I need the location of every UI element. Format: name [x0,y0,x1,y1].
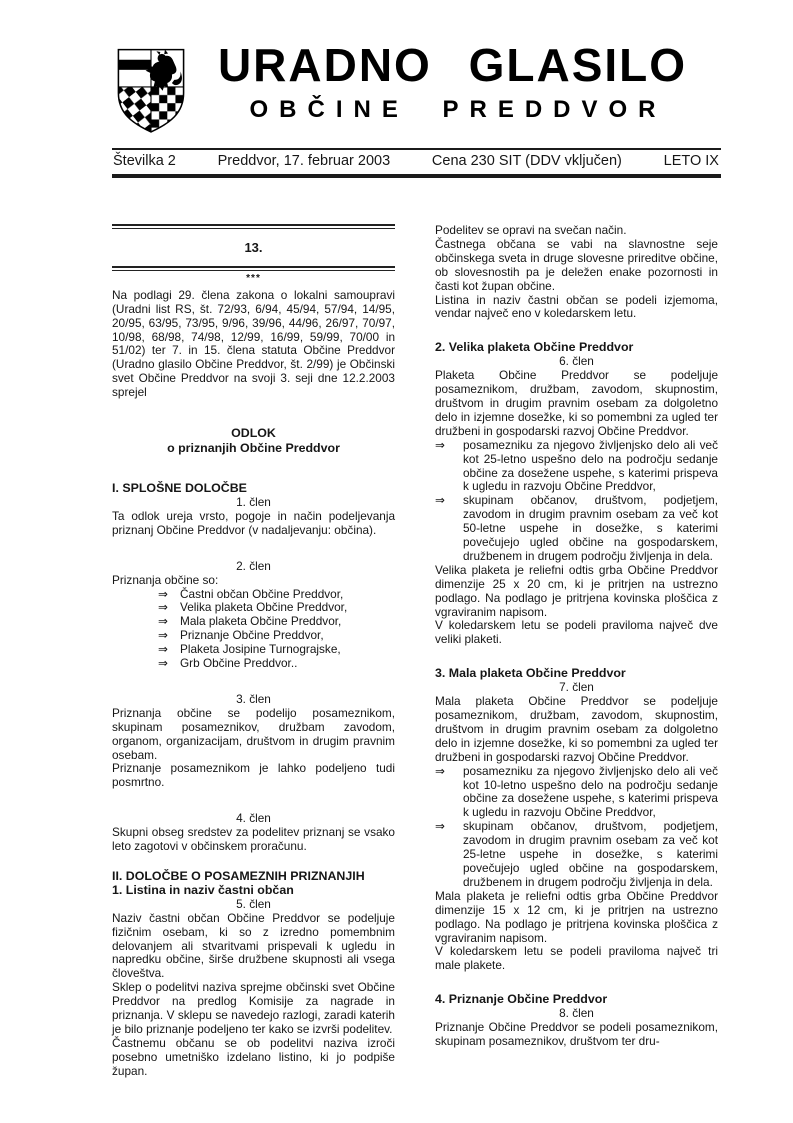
article-number-heading: 7. člen [559,680,594,695]
arrow-bullet-icon: ⇒ [435,493,445,508]
spacer [435,973,718,993]
list-item-text: skupinam občanov, društvom, podjetjem, zavodom in drugim pravnim osebam za več kot 50-letne uspehe in dosežke, s katerimi povečujejo ugled občine na gospodarskem, družbenem in drugem področju življenja in dela. [463,493,718,563]
paragraph: Podelitev se opravi na svečan način. [435,223,627,237]
arrow-bullet-icon: ⇒ [435,437,445,452]
spacer [435,647,718,667]
gazette-subtitle: OBČINE PREDDVOR [249,95,667,123]
left-column [112,224,395,1079]
paragraph: Priznanje Občine Preddvor se podeli posameznikom, skupinam posameznikov, društvom ter dru- [435,1020,718,1048]
list-item [158,629,395,643]
list-item-text: Grb Občine Preddvor.. [180,656,298,671]
item-number: 13. [244,240,263,255]
spacer [112,538,395,560]
article-number-heading: 3. člen [236,691,271,706]
paragraph: Sklep o podelitvi naziva sprejme občinski svet Občine Preddvor na predlog Komisije za nagrade in priznanja. V sklepu se navedejo razlogi, zaradi katerih je bilo priznanje podeljeno ter kako se izvrši podelitev. [112,980,395,1036]
list-item [158,643,395,657]
list-item-text: Plaketa Josipine Turnograjske, [180,642,341,657]
paragraph: Mala plaketa Občine Preddvor se podeljuje posameznikom, družbam, zavodom, skupnostim, društvom in drugim pravnim osebam za dolgoletno delo in izjemne dosežke, ki so pomembni za ugled ter družbeni in gospodarski razvoj Občine Preddvor. [435,694,718,764]
paragraph: Priznanja občine se podelijo posameznikom, skupinam posameznikov, družbam zavodom, organom, organizacijam, društvom in drugim pravnim osebam. [112,705,395,762]
spacer [112,400,395,426]
list-item [435,494,718,564]
section-heading: 1. Listina in naziv častni občan [112,882,294,897]
arrow-bullet-icon: ⇒ [158,628,168,643]
article-number-heading: 5. člen [236,896,271,911]
paragraph: Skupni obseg sredstev za podelitev priznanj se vsako leto zagotovi v občinskem proračunu. [112,825,395,854]
arrow-bullet-icon: ⇒ [158,642,168,657]
list-item [435,439,718,495]
paragraph: Na podlagi 29. člena zakona o lokalni samoupravi (Uradni list RS, št. 72/93, 6/94, 45/94, 57/94, 14/95, 20/95, 63/95, 73/95, 9/96, 39/96, 44/96, 26/97, 70/97, 10/98, 68/98, 74/98, 12/99, 16/99, 59/99, 70/00 in 51/02) ter 7. in 15. člena statuta Občine Preddvor (Uradno glasilo Občine Preddvor, št. 2/99) je Občinski svet Občine Preddvor na svoji 3. seji dne 12.2.2003 sprejel [112,287,395,400]
issue-meta-bar [112,148,721,178]
list-item-text: Velika plaketa Občine Preddvor, [180,600,348,615]
list-item-text: posamezniku za njegovo življenjsko delo ali več kot 25-letno uspešno delo na področju sedanje občine za dosežene uspehe, s katerimi prispeva k ugledu in razvoju Občine Preddvor, [463,437,718,494]
list-item [158,601,395,615]
list-item-text: Mala plaketa Občine Preddvor, [180,614,342,629]
list-item [435,820,718,890]
paragraph: Plaketa Občine Preddvor se podeljuje posameznikom, družbam, zavodom, skupnostim, društvom in drugim pravnim osebam za dolgoletno delo in izjemne dosežke, ki so pomembni za ugled ter družbeni in gospodarski razvoj Občine Preddvor. [435,368,718,438]
spacer [112,456,395,482]
section-heading: 3. Mala plaketa Občine Preddvor [435,666,626,681]
arrow-bullet-icon: ⇒ [435,763,445,778]
article-number-heading: 8. člen [559,1006,594,1021]
paragraph: Priznanje posameznikom je lahko podeljeno tudi posmrtno. [112,761,395,790]
list-item [435,765,718,821]
paragraph: Častnega občana se vabi na slavnostne seje občinskega sveta in druge slovesne prireditve občine, ob slovesnostih pa je deležen enake pozornosti in časti kot župan občine. [435,236,718,293]
spacer [112,790,395,812]
article-number-heading: 1. člen [236,494,271,509]
arrow-bullet-icon: ⇒ [158,614,168,629]
paragraph: Častnemu občanu se ob podelitvi naziva izroči posebno umetniško izdelano listino, ki jo podpiše župan. [112,1035,395,1078]
document-body [112,224,721,1079]
paragraph: Velika plaketa je reliefni odtis grba Občine Preddvor dimenzije 25 x 20 cm, ki je pritrjen na ustrezno podlago. Na podlago je pritrjena kovinska ploščica z vgraviranim napisom. [435,562,718,619]
preddvor-coat-of-arms-icon [112,45,190,135]
arrow-bullet-icon: ⇒ [158,656,168,671]
issue-number: Številka 2 [113,153,176,169]
paragraph: V koledarskem letu se podeli praviloma največ dve veliki plaketi. [435,618,718,647]
article-number-heading: 2. člen [236,558,271,573]
arrow-bullet-icon: ⇒ [435,819,445,834]
place-and-date: Preddvor, 17. februar 2003 [217,153,391,169]
arrow-bullet-icon: ⇒ [158,586,168,601]
masthead [112,39,721,135]
document-title [112,426,395,456]
list-item-text: skupinam občanov, društvom, podjetjem, zavodom in drugim pravnim osebam za več kot 25-letne uspehe in dosežke, s katerimi povečujejo ugled občine na gospodarskem, družbenem in drugem področju življenja in dela. [463,819,718,889]
list-item-text: Priznanje Občine Preddvor, [180,628,324,643]
article-number-heading: 4. člen [236,811,271,826]
list-item-text: posamezniku za njegovo življenjsko delo ali več kot 10-letno uspešno delo na področju sedanje občine za dosežene uspehe, s katerimi prispeva k ugledu in razvoju Občine Preddvor, [463,763,718,820]
paragraph: Ta odlok ureja vrsto, pogoje in način podeljevanja priznanj Občine Preddvor (v nadaljevanju: občina). [112,508,395,537]
list-item [158,615,395,629]
section-heading: I. SPLOŠNE DOLOČBE [112,481,247,496]
spacer [112,671,395,693]
price: Cena 230 SIT (DDV vključen) [431,153,622,169]
volume-year: LETO IX [663,153,719,169]
masthead-titles [190,39,721,124]
gazette-title: URADNO GLASILO [217,39,688,91]
crest-container [112,42,190,135]
list-item [158,657,395,671]
list-item-text: Častni občan Občine Preddvor, [180,586,344,601]
paragraph: Listina in naziv častni občan se podeli izjemoma, vendar največ eno v koledarskem letu. [435,292,718,321]
spacer [435,321,718,341]
paragraph: Mala plaketa je reliefni odtis grba Občine Preddvor dimenzije 15 x 12 cm, ki je pritrjen na ustrezno podlago. Na podlago je pritrjena kovinska ploščica z vgraviranim napisom. [435,888,718,945]
list-item [158,588,395,602]
paragraph: Naziv častni občan Občine Preddvor se podeljuje fizičnim osebam, ki so z izredno pomembnim delovanjem ali stvaritvami prispevali k ugledu in napredku občine, širše družbene skupnosti ali vsega človeštva. [112,910,395,981]
paragraph: V koledarskem letu se podeli praviloma največ tri male plakete. [435,944,718,973]
article-number-heading: 6. člen [559,354,594,369]
title-line: o priznanjih Občine Preddvor [167,441,340,456]
spacer [112,854,395,870]
section-heading: 2. Velika plaketa Občine Preddvor [435,340,634,355]
section-heading: 4. Priznanje Občine Preddvor [435,992,608,1007]
title-line: ODLOK [231,426,276,441]
stars-separator: *** [246,272,261,284]
paragraph: Priznanja občine so: [112,572,219,587]
section-heading: II. DOLOČBE O POSAMEZNIH PRIZNANJIH [112,869,365,883]
arrow-bullet-icon: ⇒ [158,600,168,615]
right-column [435,224,718,1079]
